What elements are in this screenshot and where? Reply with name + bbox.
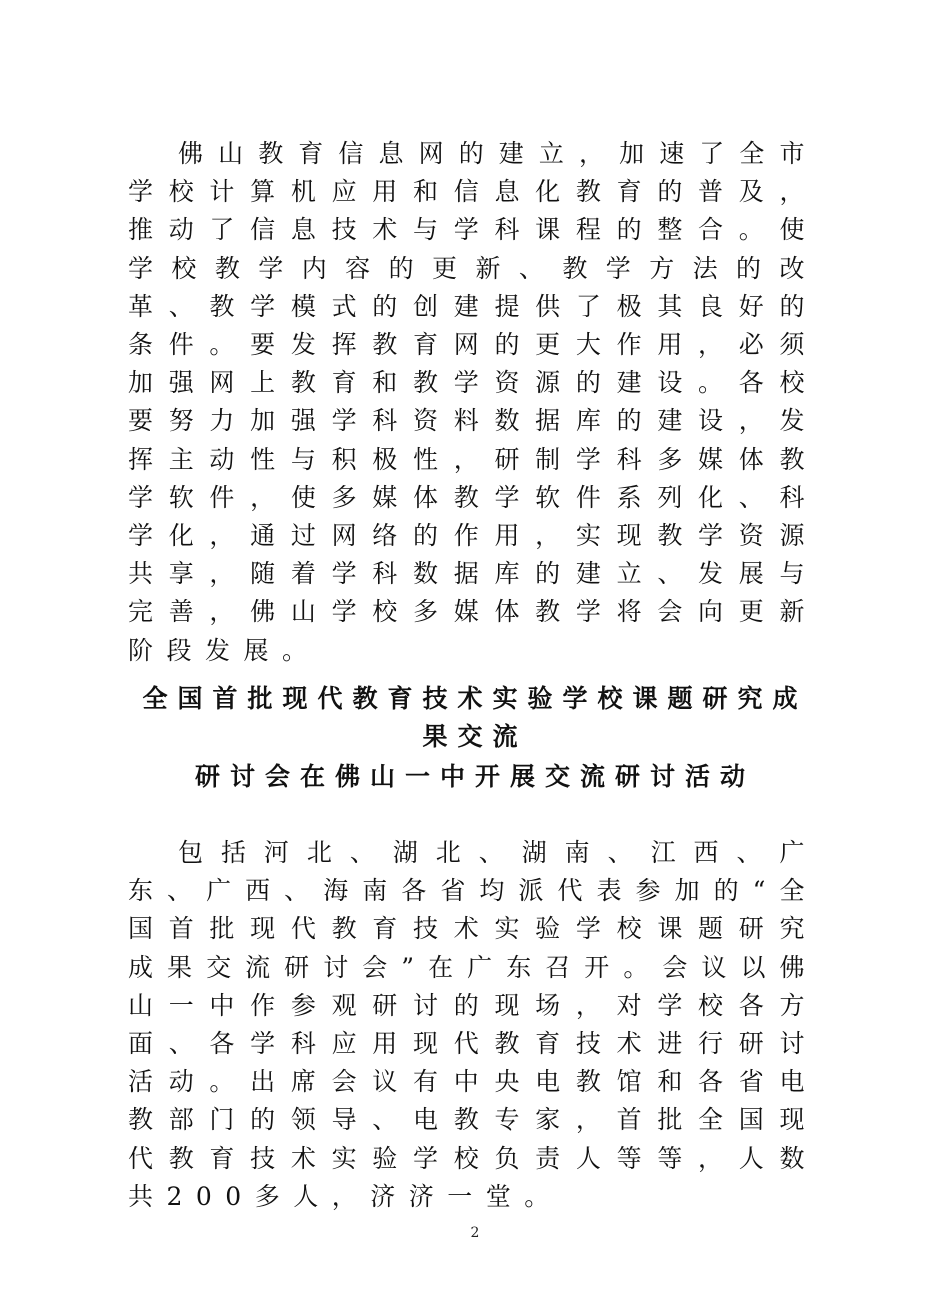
page-number: 2 xyxy=(470,1225,480,1241)
paragraph-text: 佛山教育信息网的建立，加速了全市学校计算机应用和信息化教育的普及，推动了信息技术与学科课程的整合。使学校教学内容的更新、教学方法的改革、教学模式的创建提供了极其良好的条件。要发挥教育网的更大作用，必须加强网上教育和教学资源的建设。各校要努力加强学科资料数据库的建设，发挥主动性与积极性，研制学科多媒体教学软件，使多媒体教学软件系列化、科学化，通过网络的作用，实现教学资源共享，随着学科数据库的建立、发展与完善，佛山学校多媒体教学将会向更新阶段发展。 xyxy=(128,139,818,665)
body-paragraph-1 xyxy=(128,135,818,670)
article-title-line-1: 全国首批现代教育技术实验学校课题研究成 xyxy=(142,684,808,713)
body-paragraph-2 xyxy=(128,834,818,1216)
article-subtitle: 研讨会在佛山一中开展交流研讨活动 xyxy=(194,762,755,791)
article-title-line-2: 果交流 xyxy=(422,722,528,751)
paragraph-text: 包括河北、湖北、湖南、江西、广东、广西、海南各省均派代表参加的“全国首批现代教育技术实验学校课题研究成果交流研讨会”在广东召开。会议以佛山一中作参观研讨的现场，对学校各方面、各学科应用现代教育技术进行研讨活动。出席会议有中央电教馆和各省电教部门的领导、电教专家，首批全国现代教育技术实验学校负责人等等，人数共200多人，济济一堂。 xyxy=(128,838,818,1211)
